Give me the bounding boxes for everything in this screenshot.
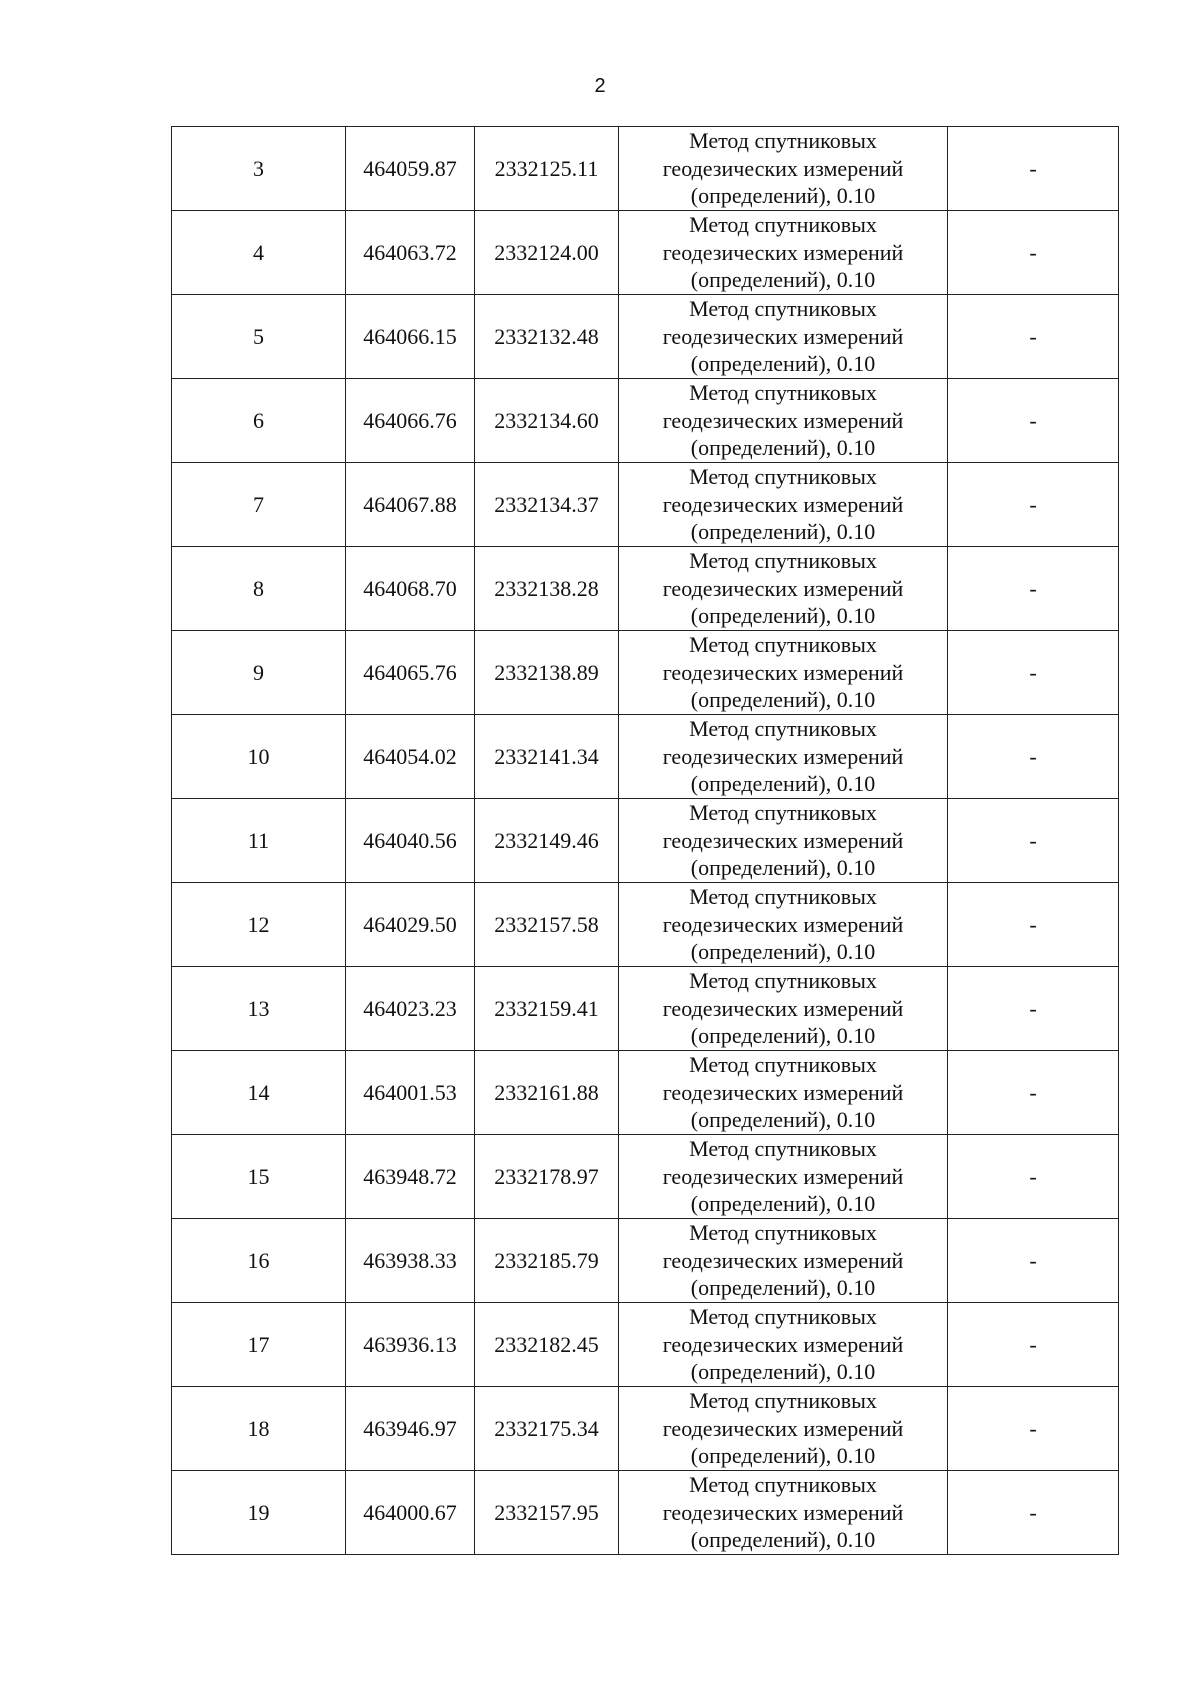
table-row — [172, 547, 1119, 631]
note-cell: - — [948, 463, 1119, 547]
x-coordinate-cell: 464065.76 — [346, 631, 475, 715]
table-row — [172, 715, 1119, 799]
coordinates-table — [171, 126, 1119, 1555]
x-coordinate-cell: 464023.23 — [346, 967, 475, 1051]
x-coordinate-cell: 463948.72 — [346, 1135, 475, 1219]
method-accuracy-cell: Метод спутниковых геодезических измерений (определений), 0.10 — [619, 799, 948, 883]
y-coordinate-cell: 2332157.95 — [475, 1471, 619, 1555]
method-accuracy-cell: Метод спутниковых геодезических измерений (определений), 0.10 — [619, 547, 948, 631]
table-row — [172, 1219, 1119, 1303]
point-number-cell: 16 — [172, 1219, 346, 1303]
y-coordinate-cell: 2332138.89 — [475, 631, 619, 715]
note-cell: - — [948, 127, 1119, 211]
table-row — [172, 379, 1119, 463]
x-coordinate-cell: 464029.50 — [346, 883, 475, 967]
table-row — [172, 463, 1119, 547]
x-coordinate-cell: 464040.56 — [346, 799, 475, 883]
note-cell: - — [948, 631, 1119, 715]
note-cell: - — [948, 1135, 1119, 1219]
note-cell: - — [948, 883, 1119, 967]
point-number-cell: 4 — [172, 211, 346, 295]
method-accuracy-cell: Метод спутниковых геодезических измерений (определений), 0.10 — [619, 1051, 948, 1135]
y-coordinate-cell: 2332141.34 — [475, 715, 619, 799]
note-cell: - — [948, 967, 1119, 1051]
table-row — [172, 631, 1119, 715]
x-coordinate-cell: 464067.88 — [346, 463, 475, 547]
x-coordinate-cell: 464066.76 — [346, 379, 475, 463]
y-coordinate-cell: 2332149.46 — [475, 799, 619, 883]
method-accuracy-cell: Метод спутниковых геодезических измерений (определений), 0.10 — [619, 463, 948, 547]
y-coordinate-cell: 2332134.37 — [475, 463, 619, 547]
y-coordinate-cell: 2332132.48 — [475, 295, 619, 379]
x-coordinate-cell: 464054.02 — [346, 715, 475, 799]
coordinates-table-body — [172, 127, 1119, 1555]
note-cell: - — [948, 715, 1119, 799]
method-accuracy-cell: Метод спутниковых геодезических измерений (определений), 0.10 — [619, 715, 948, 799]
table-row — [172, 799, 1119, 883]
table-row — [172, 883, 1119, 967]
method-accuracy-cell: Метод спутниковых геодезических измерений (определений), 0.10 — [619, 211, 948, 295]
method-accuracy-cell: Метод спутниковых геодезических измерений (определений), 0.10 — [619, 295, 948, 379]
table-row — [172, 295, 1119, 379]
point-number-cell: 8 — [172, 547, 346, 631]
point-number-cell: 18 — [172, 1387, 346, 1471]
y-coordinate-cell: 2332178.97 — [475, 1135, 619, 1219]
method-accuracy-cell: Метод спутниковых геодезических измерений (определений), 0.10 — [619, 1303, 948, 1387]
y-coordinate-cell: 2332138.28 — [475, 547, 619, 631]
table-row — [172, 211, 1119, 295]
method-accuracy-cell: Метод спутниковых геодезических измерений (определений), 0.10 — [619, 1219, 948, 1303]
method-accuracy-cell: Метод спутниковых геодезических измерений (определений), 0.10 — [619, 379, 948, 463]
note-cell: - — [948, 1471, 1119, 1555]
x-coordinate-cell: 464000.67 — [346, 1471, 475, 1555]
note-cell: - — [948, 211, 1119, 295]
x-coordinate-cell: 464059.87 — [346, 127, 475, 211]
method-accuracy-cell: Метод спутниковых геодезических измерений (определений), 0.10 — [619, 1471, 948, 1555]
point-number-cell: 6 — [172, 379, 346, 463]
y-coordinate-cell: 2332185.79 — [475, 1219, 619, 1303]
note-cell: - — [948, 1387, 1119, 1471]
table-row — [172, 967, 1119, 1051]
table-row — [172, 1135, 1119, 1219]
note-cell: - — [948, 547, 1119, 631]
method-accuracy-cell: Метод спутниковых геодезических измерений (определений), 0.10 — [619, 967, 948, 1051]
method-accuracy-cell: Метод спутниковых геодезических измерений (определений), 0.10 — [619, 1387, 948, 1471]
note-cell: - — [948, 1303, 1119, 1387]
method-accuracy-cell: Метод спутниковых геодезических измерений (определений), 0.10 — [619, 1135, 948, 1219]
point-number-cell: 13 — [172, 967, 346, 1051]
x-coordinate-cell: 463946.97 — [346, 1387, 475, 1471]
point-number-cell: 7 — [172, 463, 346, 547]
note-cell: - — [948, 295, 1119, 379]
point-number-cell: 5 — [172, 295, 346, 379]
point-number-cell: 17 — [172, 1303, 346, 1387]
note-cell: - — [948, 799, 1119, 883]
x-coordinate-cell: 463936.13 — [346, 1303, 475, 1387]
y-coordinate-cell: 2332182.45 — [475, 1303, 619, 1387]
point-number-cell: 3 — [172, 127, 346, 211]
method-accuracy-cell: Метод спутниковых геодезических измерений (определений), 0.10 — [619, 883, 948, 967]
table-row — [172, 1303, 1119, 1387]
note-cell: - — [948, 1051, 1119, 1135]
x-coordinate-cell: 463938.33 — [346, 1219, 475, 1303]
method-accuracy-cell: Метод спутниковых геодезических измерений (определений), 0.10 — [619, 631, 948, 715]
x-coordinate-cell: 464066.15 — [346, 295, 475, 379]
note-cell: - — [948, 1219, 1119, 1303]
page-number: 2 — [594, 75, 606, 97]
table-row — [172, 1387, 1119, 1471]
point-number-cell: 12 — [172, 883, 346, 967]
y-coordinate-cell: 2332157.58 — [475, 883, 619, 967]
point-number-cell: 9 — [172, 631, 346, 715]
point-number-cell: 10 — [172, 715, 346, 799]
method-accuracy-cell: Метод спутниковых геодезических измерений (определений), 0.10 — [619, 127, 948, 211]
y-coordinate-cell: 2332175.34 — [475, 1387, 619, 1471]
table-row — [172, 1051, 1119, 1135]
table-row — [172, 127, 1119, 211]
point-number-cell: 11 — [172, 799, 346, 883]
point-number-cell: 14 — [172, 1051, 346, 1135]
point-number-cell: 15 — [172, 1135, 346, 1219]
y-coordinate-cell: 2332159.41 — [475, 967, 619, 1051]
x-coordinate-cell: 464063.72 — [346, 211, 475, 295]
note-cell: - — [948, 379, 1119, 463]
table-row — [172, 1471, 1119, 1555]
x-coordinate-cell: 464068.70 — [346, 547, 475, 631]
y-coordinate-cell: 2332125.11 — [475, 127, 619, 211]
x-coordinate-cell: 464001.53 — [346, 1051, 475, 1135]
point-number-cell: 19 — [172, 1471, 346, 1555]
y-coordinate-cell: 2332134.60 — [475, 379, 619, 463]
y-coordinate-cell: 2332161.88 — [475, 1051, 619, 1135]
y-coordinate-cell: 2332124.00 — [475, 211, 619, 295]
